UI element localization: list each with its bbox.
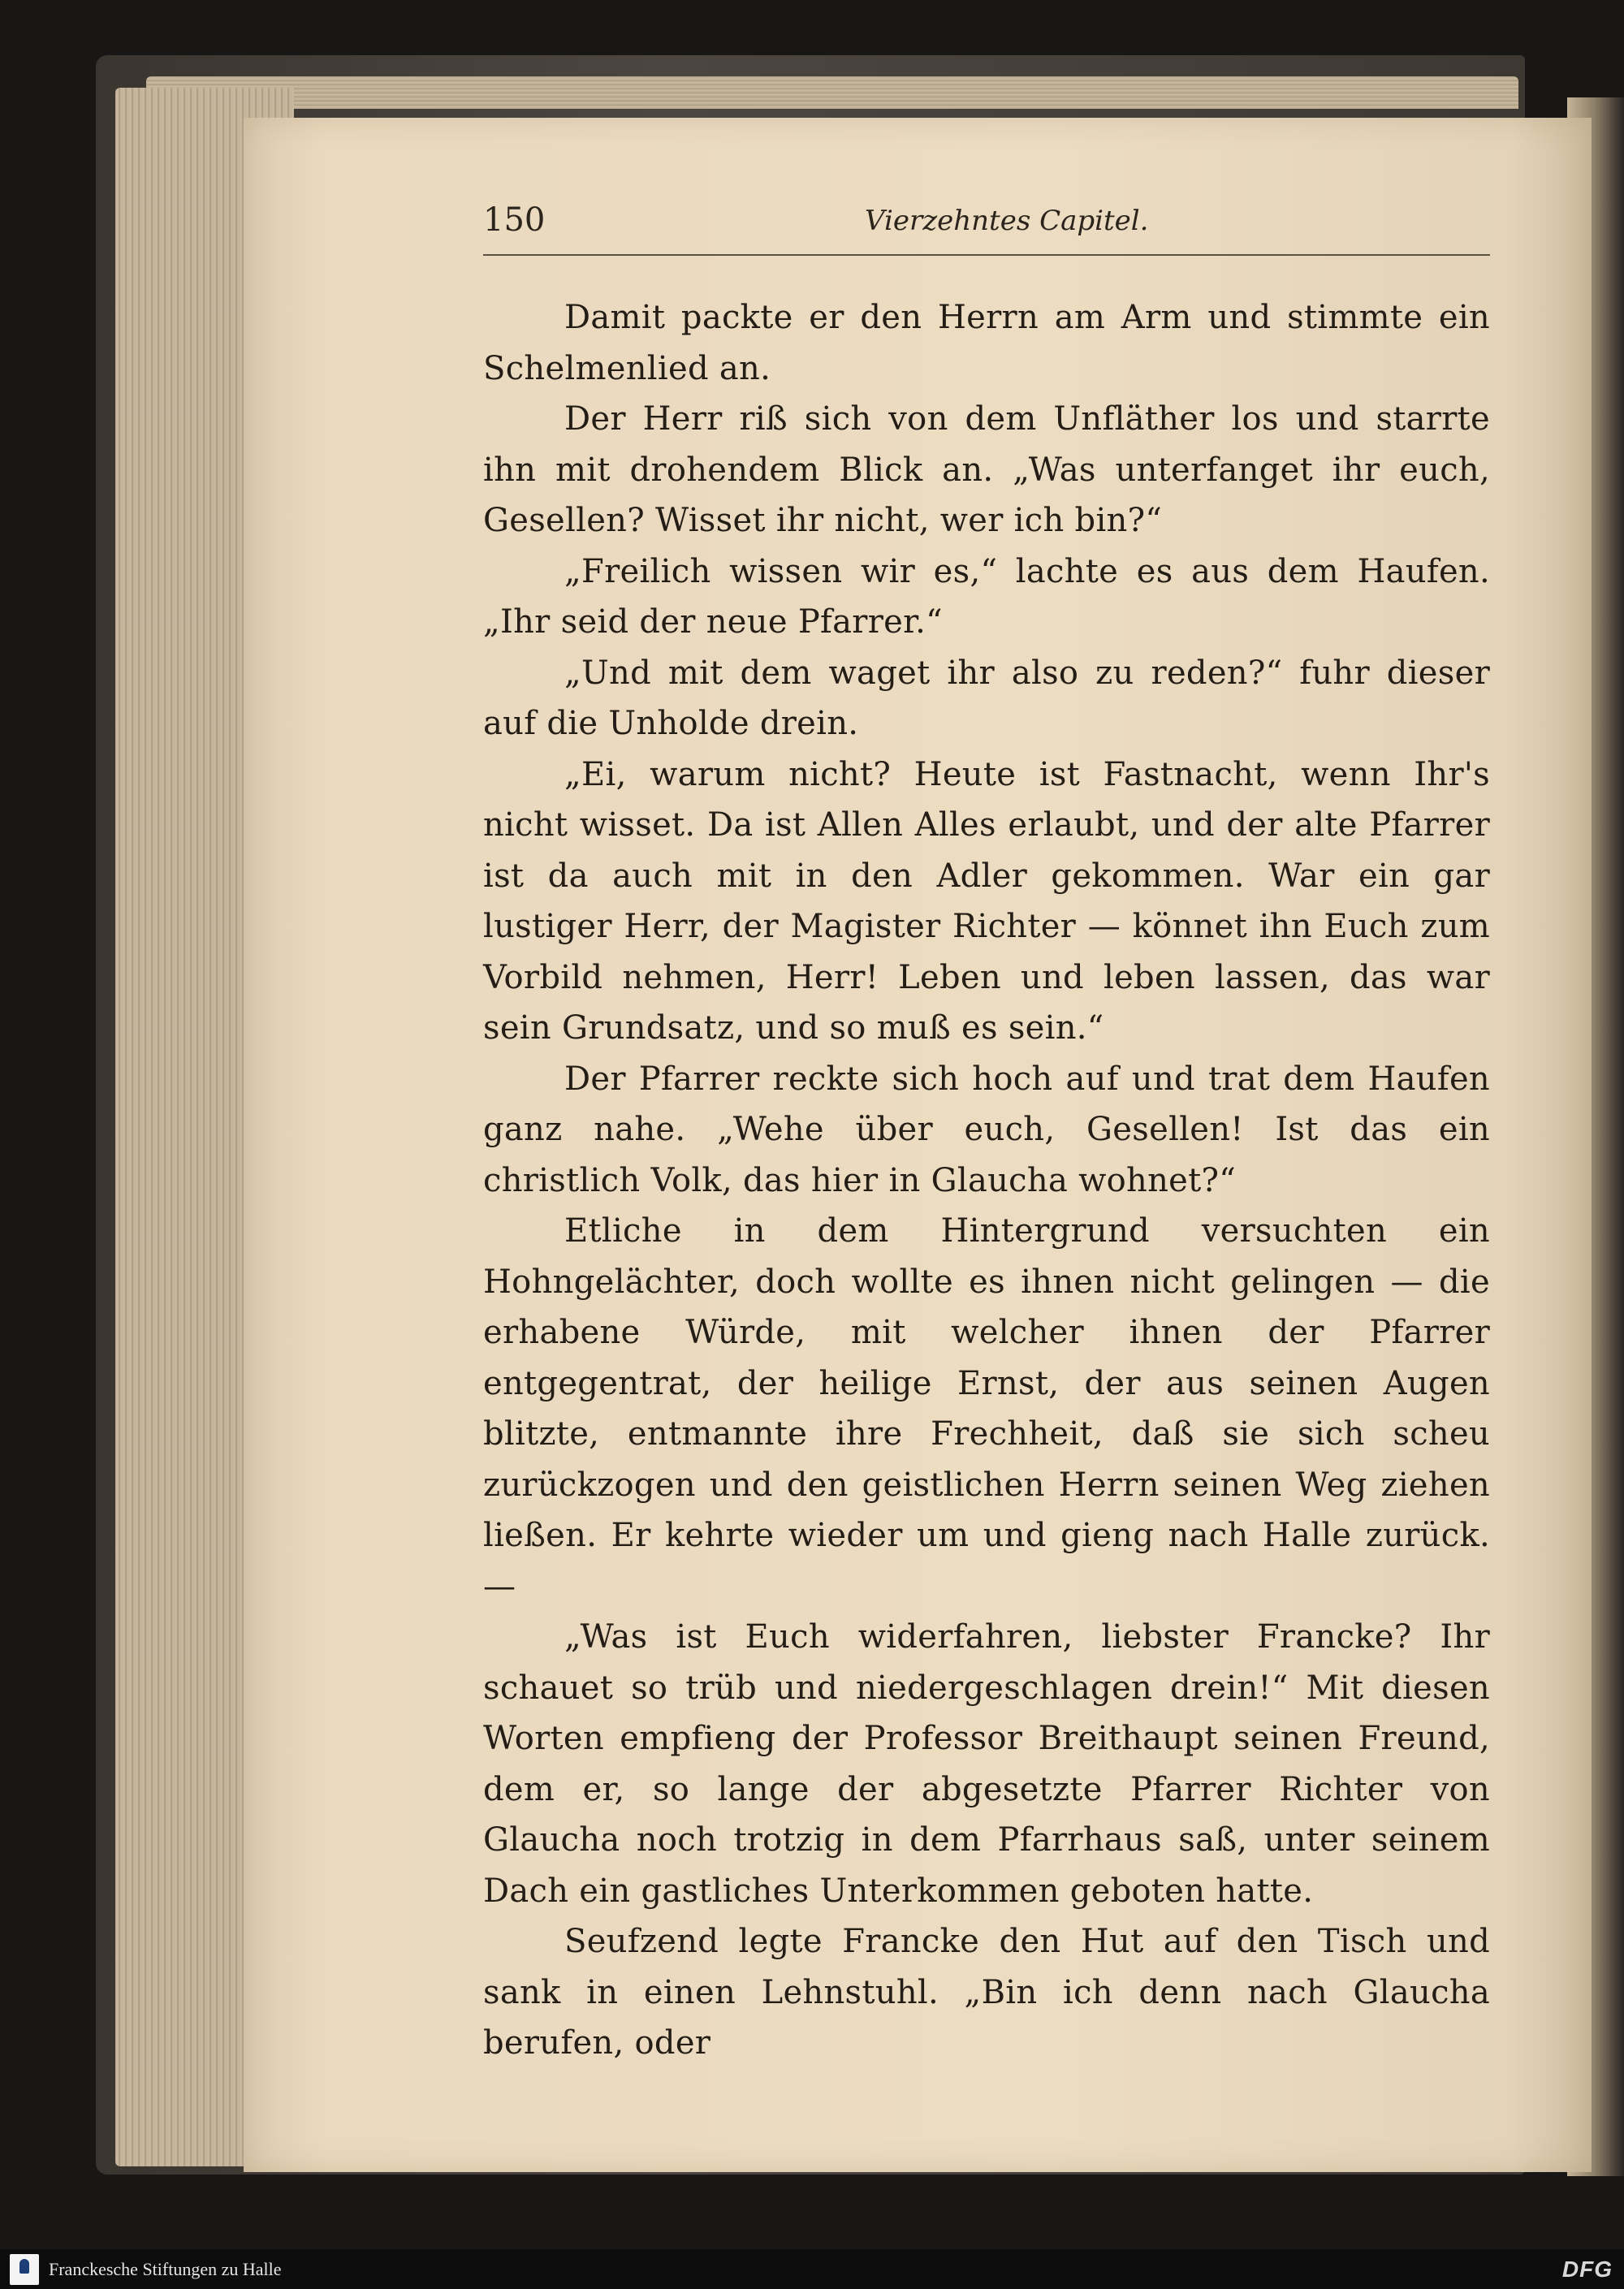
paragraph: „Ei, warum nicht? Heute ist Fastnacht, wenn Ihr's nicht wisset. Da ist Allen Alles erlaubt, und der alte Pfarrer ist da auch mit in den Adler gekommen. War ein gar lustiger Herr, der Magister Richter — könnet ihn Euch zum Vorbild nehmen, Herr! Leben und leben lassen, das war sein Grundsatz, und so muß es sein.“ [483, 755, 1490, 1047]
dfg-logo: DFG [1561, 2257, 1613, 2282]
paragraph: Der Pfarrer reckte sich hoch auf und trat dem Haufen ganz nahe. „Wehe über euch, Gesellen! Ist das ein christlich Volk, das hier in Glaucha wohnet?“ [483, 1060, 1490, 1199]
paragraph: „Was ist Euch widerfahren, liebster Francke? Ihr schauet so trüb und niedergeschlagen drein!“ Mit diesen Worten empfieng der Professor Breithaupt seinen Freund, dem er, so lange der abgesetzte Pfarrer Richter von Glaucha noch trotzig in dem Pfarrhaus saß, unter seinem Dach ein gastliches Unterkommen geboten hatte. [483, 1618, 1490, 1910]
body-text [483, 292, 1490, 2069]
page-top-edge [146, 76, 1518, 109]
page-number: 150 [483, 201, 546, 239]
paragraph: Damit packte er den Herrn am Arm und stimmte ein Schelmenlied an. [483, 299, 1490, 387]
paragraph: „Freilich wissen wir es,“ lachte es aus dem Haufen. „Ihr seid der neue Pfarrer.“ [483, 552, 1490, 641]
header-rule [483, 254, 1490, 256]
paragraph: Der Herr riß sich von dem Unfläther los und starrte ihn mit drohendem Blick an. „Was unterfanget ihr euch, Gesellen? Wisset ihr nicht, wer ich bin?“ [483, 400, 1490, 539]
paragraph: „Und mit dem waget ihr also zu reden?“ fuhr dieser auf die Unholde drein. [483, 654, 1490, 742]
chapter-title: Vierzehntes Capitel. [865, 205, 1149, 237]
logo-mark-icon [19, 2259, 29, 2274]
paragraph: Seufzend legte Francke den Hut auf den Tisch und sank in einen Lehnstuhl. „Bin ich denn nach Glaucha berufen, oder [483, 1923, 1490, 2062]
running-head [483, 201, 1490, 250]
paragraph: Etliche in dem Hintergrund versuchten ein Hohngelächter, doch wollte es ihnen nicht gelingen — die erhabene Würde, mit welcher ihnen der Pfarrer entgegentrat, der heilige Ernst, der aus seinen Augen blitzte, entmannte ihre Frechheit, daß sie sich scheu zurückzogen und den geistlichen Herrn seinen Weg ziehen ließen. Er kehrte wieder um und gieng nach Halle zurück. — [483, 1212, 1490, 1605]
footer-institution: Franckesche Stiftungen zu Halle [49, 2259, 282, 2279]
